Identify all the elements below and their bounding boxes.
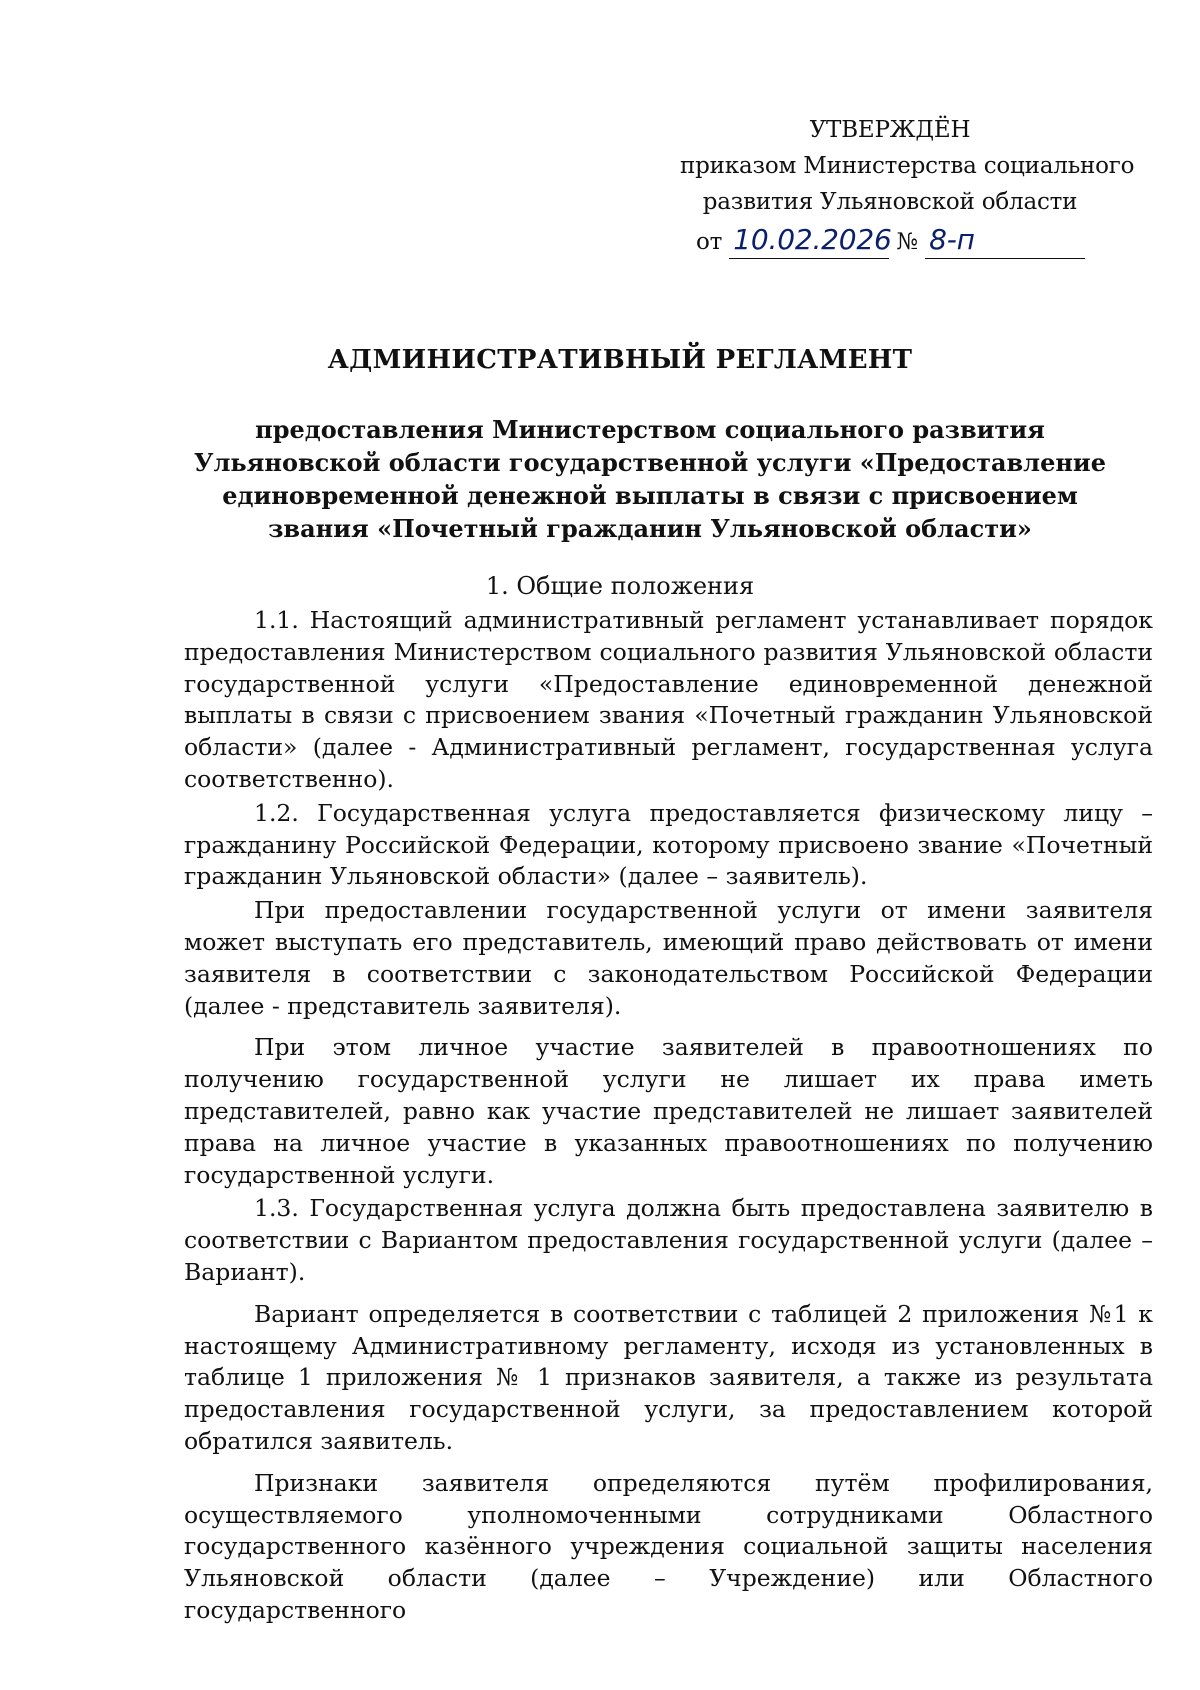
paragraph-personal-participation: При этом личное участие заявителей в правоотношениях по получению государственной услуги не лишает их права иметь представителей, равно как участие представителей не лишает заявителей права на личное участие в указанных правоотношениях по получению государственной услуги. xyxy=(184,1033,1153,1189)
document-body xyxy=(184,605,1153,1627)
document-subtitle: предоставления Министерством социального развития Ульяновской области государственной услуги «Предоставление единовременной денежной выплаты в связи с присвоением звания «Почетный гражданин Ульяновской области» xyxy=(193,415,1107,543)
approval-stamp-block xyxy=(680,112,1135,260)
paragraph-1-3: 1.3. Государственная услуга должна быть предоставлена заявителю в соответствии с Вариантом предоставления государственной услуги (далее – Вариант). xyxy=(184,1194,1153,1286)
number-prefix: № xyxy=(896,229,918,255)
handwritten-date: 10.02.2026 xyxy=(729,222,889,259)
handwritten-number: 8-п xyxy=(925,222,1085,259)
section-heading: 1. Общие положения xyxy=(485,572,755,600)
document-title: АДМИНИСТРАТИВНЫЙ РЕГЛАМЕНТ xyxy=(327,345,913,375)
paragraph-1-1: 1.1. Настоящий административный регламент устанавливает порядок предоставления Министерством социального развития Ульяновской области государственной услуги «Предоставление единовременной денежной выплаты в связи с присвоением звания «Почетный гражданин Ульяновской области» (далее - Административный регламент, государственная услуга соответственно). xyxy=(184,606,1153,793)
approval-status: УТВЕРЖДЁН xyxy=(809,117,971,143)
approval-line-2: развития Ульяновской области xyxy=(702,189,1078,215)
paragraph-variant: Вариант определяется в соответствии с таблицей 2 приложения №1 к настоящему Административному регламенту, исходя из установленных в таблице 1 приложения № 1 признаков заявителя, а также из результата предоставления государственной услуги, за предоставлением которой обратился заявитель. xyxy=(184,1299,1153,1455)
approval-line-1: приказом Министерства социального xyxy=(680,153,1135,179)
paragraph-1-2: 1.2. Государственная услуга предоставляется физическому лицу – гражданину Российской Федерации, которому присвоено звание «Почетный гражданин Ульяновской области» (далее – заявитель). xyxy=(184,798,1153,891)
paragraph-representative: При предоставлении государственной услуги от имени заявителя может выступать его представитель, имеющий право действовать от имени заявителя в соответствии с законодательством Российской Федерации (далее - представитель заявителя). xyxy=(184,896,1153,1020)
paragraph-applicant-features: Признаки заявителя определяются путём профилирования, осуществляемого уполномоченными сотрудниками Областного государственного казённого учреждения социальной защиты населения Ульяновской области (далее – Учреждение) или Областного государственного xyxy=(184,1468,1153,1624)
approval-date-number-line xyxy=(680,222,1100,260)
date-prefix: от xyxy=(696,229,723,255)
